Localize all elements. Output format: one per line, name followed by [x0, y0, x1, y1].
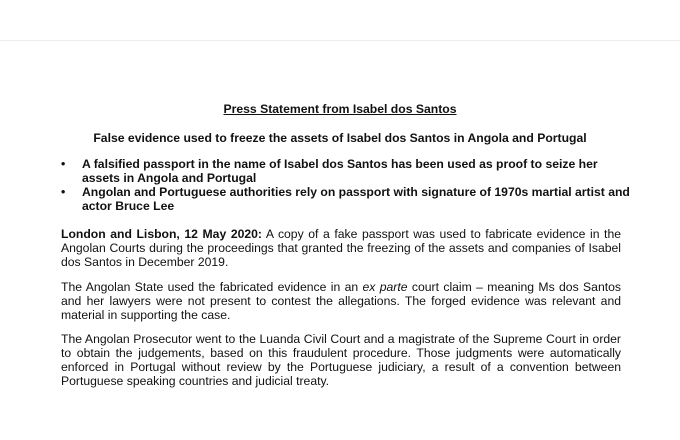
paragraph-ex-parte — [61, 280, 621, 322]
key-point-text: A falsified passport in the name of Isabel dos Santos has been used as proof to seize her assets in Angola and Portugal — [82, 157, 598, 185]
key-point-item — [61, 157, 631, 185]
paragraph-text: A copy of a fake passport was used to fabricate evidence in the Angolan Courts during the proceedings that granted the freezing of the assets and companies of Isabel dos Santos in December 2019. — [61, 227, 621, 269]
paragraph-text: The Angolan State used the fabricated evidence in an — [61, 280, 363, 294]
page-top-divider — [0, 40, 680, 41]
dateline: London and Lisbon, 12 May 2020: — [61, 227, 262, 241]
paragraph-prosecutor: The Angolan Prosecutor went to the Luanda Civil Court and a magistrate of the Supreme Court in order to obtain the judgements, based on this fraudulent procedure. Those judgments were automatically enforced in Portugal without review by the Portuguese judiciary, a result of a convention between Portuguese speaking countries and judicial treaty. — [61, 332, 621, 388]
press-statement-subtitle: False evidence used to freeze the assets of Isabel dos Santos in Angola and Portugal — [93, 131, 587, 145]
bullet-icon: • — [61, 157, 66, 171]
key-point-item — [61, 185, 631, 213]
italic-term: ex parte — [362, 280, 408, 294]
press-statement-title: Press Statement from Isabel dos Santos — [223, 102, 457, 116]
paragraph-text: court claim – meaning Ms dos Santos and her lawyers were not present to contest the allegations. The forged evidence was relevant and material in supporting the case. — [61, 280, 621, 322]
key-points-list — [61, 157, 631, 213]
paragraph-dateline — [61, 227, 621, 269]
bullet-icon: • — [61, 185, 66, 199]
key-point-text: Angolan and Portuguese authorities rely on passport with signature of 1970s martial artist and actor Bruce Lee — [82, 185, 630, 213]
